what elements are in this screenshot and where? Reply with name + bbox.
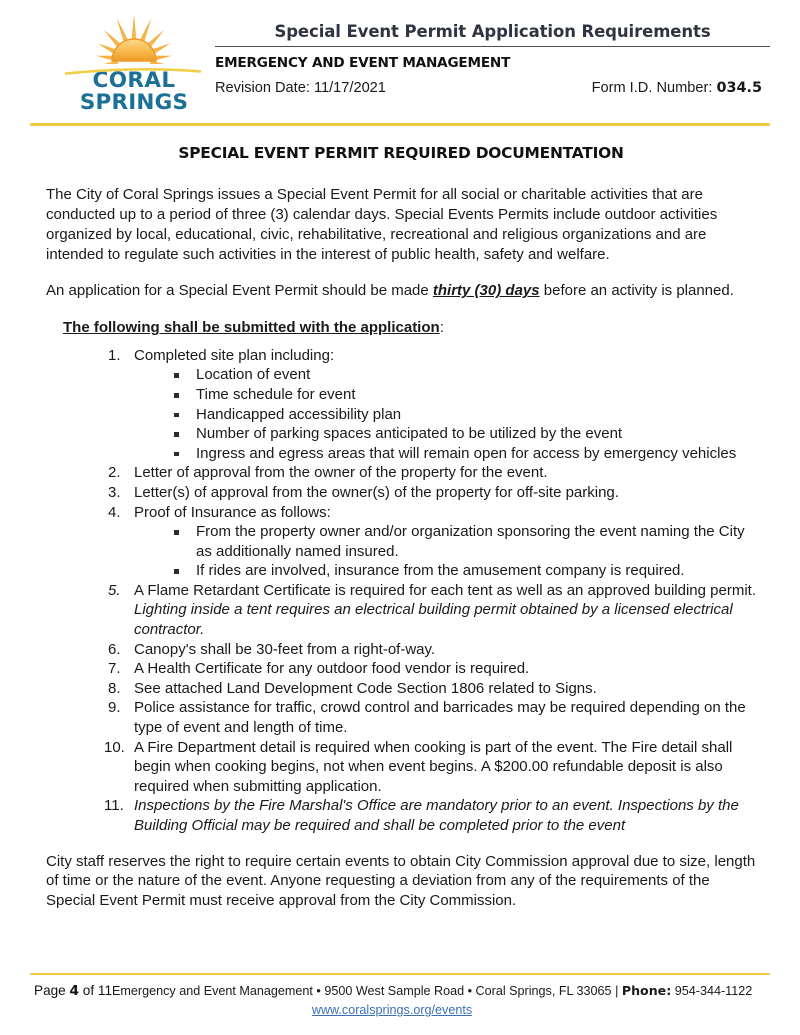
header-meta-row — [215, 80, 770, 96]
list-item-number: 10. — [104, 738, 125, 756]
list-item-text: Proof of Insurance as follows: — [134, 503, 331, 521]
list-item-text-italic: Lighting inside a tent requires an electrical building permit obtained by a licensed electrical contractor. — [134, 601, 733, 639]
requirements-list — [46, 346, 756, 836]
sub-list-item-text: From the property owner and/or organization sponsoring the event naming the City as additionally named insured. — [196, 523, 745, 560]
sub-list-item-text: Handicapped accessibility plan — [196, 405, 402, 423]
list-item — [104, 738, 756, 797]
footer-phone-label: Phone: — [621, 983, 672, 998]
logo-text — [64, 70, 204, 114]
application-timing-paragraph — [46, 281, 756, 301]
sub-list-item-text: Time schedule for event — [196, 385, 356, 403]
document-footer — [0, 973, 800, 1019]
list-item-number: 9. — [108, 699, 121, 717]
sub-list-item-text: If rides are involved, insurance from the amusement company is required. — [196, 562, 685, 580]
square-bullet-icon — [174, 393, 179, 398]
sunburst-icon — [68, 14, 200, 64]
list-item-text: Police assistance for traffic, crowd control and barricades may be required depending on the type of event and length of time. — [134, 699, 746, 737]
form-id — [592, 80, 764, 96]
timing-text-after: before an activity is planned. — [539, 282, 734, 300]
sub-list-item-text: Location of event — [196, 366, 311, 384]
header-gold-divider — [30, 123, 770, 126]
square-bullet-icon — [174, 530, 179, 535]
closing-paragraph-wrap — [0, 852, 800, 911]
list-item — [108, 581, 756, 640]
submission-heading-colon: : — [439, 319, 444, 337]
document-title: Special Event Permit Application Requirements — [274, 22, 711, 41]
document-header — [0, 0, 800, 114]
list-item-number: 4. — [108, 503, 121, 521]
timing-text-before: An application for a Special Event Permit should be made — [46, 282, 433, 300]
logo-swoosh — [64, 62, 202, 69]
list-item-text: Letter of approval from the owner of the property for the event. — [134, 464, 548, 482]
footer-address-text: Emergency and Event Management • 9500 West Sample Road • Coral Springs, FL 33065 | — [112, 984, 622, 998]
list-item-text: Letter(s) of approval from the owner(s) of the property for off-site parking. — [134, 483, 619, 501]
list-item-text: Completed site plan including: — [134, 346, 335, 364]
list-item — [108, 698, 756, 737]
square-bullet-icon — [174, 432, 179, 437]
square-bullet-icon — [174, 452, 179, 457]
department-name: EMERGENCY AND EVENT MANAGEMENT — [215, 55, 511, 71]
sub-list-item — [172, 365, 756, 385]
submission-heading — [46, 318, 756, 338]
list-item-number: 5. — [108, 581, 121, 599]
list-item — [104, 796, 756, 835]
list-item-text: A Flame Retardant Certificate is required for each tent as well as an approved building permit. — [134, 581, 756, 599]
page-number — [34, 983, 112, 999]
sub-list — [134, 365, 756, 463]
sub-list-item-text: Ingress and egress areas that will remain open for access by emergency vehicles — [196, 444, 737, 462]
list-item-text: See attached Land Development Code Section 1806 related to Signs. — [134, 679, 597, 697]
section-title: SPECIAL EVENT PERMIT REQUIRED DOCUMENTATION — [178, 143, 624, 162]
logo-text-line1: CORAL — [92, 68, 176, 93]
list-item-number: 2. — [108, 464, 121, 482]
sub-list-item — [172, 522, 756, 561]
footer-phone-number: 954-344-1122 — [671, 984, 753, 998]
coral-springs-logo — [30, 14, 205, 114]
list-item-number: 8. — [108, 679, 121, 697]
list-item — [108, 679, 756, 699]
page-prefix: Page — [34, 983, 70, 998]
footer-gold-divider — [30, 973, 770, 975]
list-item-number: 3. — [108, 483, 121, 501]
document-body — [0, 144, 800, 836]
header-text-block — [205, 14, 770, 96]
footer-address — [112, 983, 780, 998]
footer-link-row — [0, 1001, 800, 1019]
sub-list-item — [172, 444, 756, 464]
submission-heading-underlined: The following shall be submitted with the application — [63, 319, 440, 337]
list-item-text: Inspections by the Fire Marshal's Office are mandatory prior to an event. Inspections by the Building Official may be required and shall be completed prior to the event — [134, 797, 739, 835]
sub-list-item — [172, 405, 756, 425]
square-bullet-icon — [174, 569, 179, 574]
list-item-number: 1. — [108, 346, 121, 364]
sub-list-item — [172, 561, 756, 581]
list-item — [108, 640, 756, 660]
list-item-number: 6. — [108, 640, 121, 658]
list-item — [108, 463, 756, 483]
list-item — [108, 503, 756, 581]
logo-text-line2: SPRINGS — [79, 90, 189, 115]
list-item-text: A Health Certificate for any outdoor food vendor is required. — [134, 660, 530, 678]
sub-list-item — [172, 385, 756, 405]
page-current: 4 — [69, 983, 79, 999]
closing-paragraph: City staff reserves the right to require certain events to obtain City Commission approval due to size, length of time or the nature of the event. Anyone requesting a deviation from any of the requirements of the Special Event Permit must receive approval from the City Commission. — [46, 852, 756, 910]
form-id-label: Form I.D. Number: — [591, 80, 713, 96]
timing-emphasis: thirty (30) days — [432, 282, 540, 300]
list-item — [108, 659, 756, 679]
list-item-number: 7. — [108, 660, 121, 678]
square-bullet-icon — [174, 413, 179, 418]
sub-list-item-text: Number of parking spaces anticipated to be utilized by the event — [196, 425, 623, 443]
list-item-text: Canopy's shall be 30-feet from a right-of-way. — [134, 640, 436, 658]
sub-list-item — [172, 424, 756, 444]
form-id-value: 034.5 — [716, 80, 762, 96]
footer-primary-row — [0, 983, 800, 999]
list-item — [108, 346, 756, 464]
website-link[interactable]: www.coralsprings.org/events — [311, 1003, 473, 1017]
revision-date: Revision Date: 11/17/2021 — [215, 80, 386, 96]
sub-list — [134, 522, 756, 581]
square-bullet-icon — [174, 373, 179, 378]
title-divider — [215, 46, 770, 47]
list-item-text: A Fire Department detail is required when cooking is part of the event. The Fire detail shall begin when cooking begins, not when event begins. A $200.00 refundable deposit is also required when submitting application. — [134, 738, 733, 795]
page-suffix: of 11 — [79, 983, 113, 998]
list-item-number: 11. — [104, 797, 124, 815]
list-item — [108, 483, 756, 503]
intro-paragraph: The City of Coral Springs issues a Special Event Permit for all social or charitable activities that are conducted up to a period of three (3) calendar days. Special Events Permits include outdoor activities organized by local, educational, civic, rehabilitative, recreational and religious organizations and are intended to regulate such activities in the interest of public health, safety and welfare. — [46, 186, 718, 263]
